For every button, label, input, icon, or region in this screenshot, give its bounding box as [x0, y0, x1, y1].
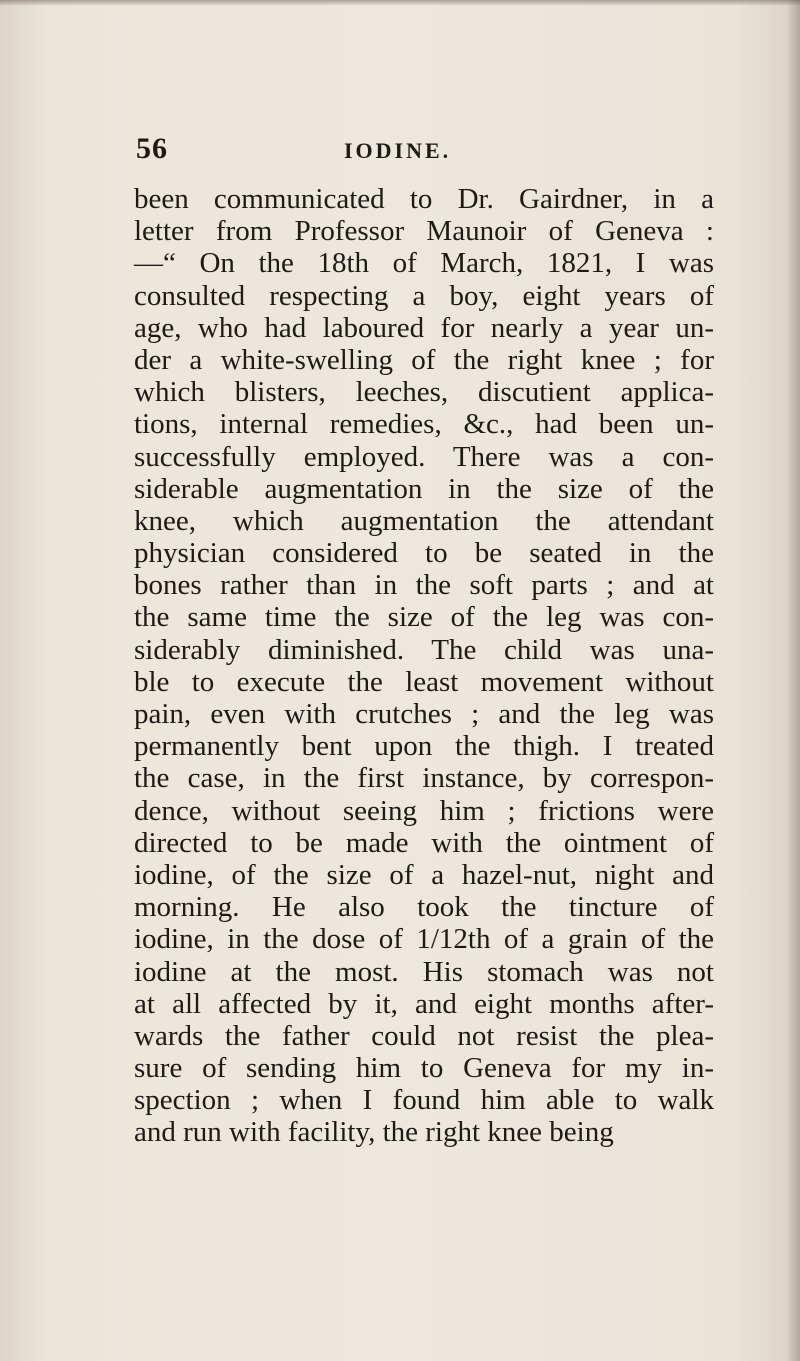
text-line: siderably diminished. The child was una-	[134, 633, 714, 666]
text-line: and run with facility, the right knee being	[134, 1116, 614, 1149]
text-line: permanently bent upon the thigh. I treated	[134, 730, 714, 763]
text-line: directed to be made with the ointment of	[134, 826, 714, 859]
page-top-shadow	[0, 0, 800, 6]
text-line: which blisters, leeches, discutient applica-	[134, 376, 714, 409]
text-line: siderable augmentation in the size of the	[134, 472, 714, 505]
text-line: the case, in the first instance, by correspon-	[134, 762, 714, 795]
text-line: wards the father could not resist the plea-	[134, 1019, 714, 1052]
text-line: letter from Professor Maunoir of Geneva :	[134, 215, 714, 248]
text-line: the same time the size of the leg was con-	[134, 601, 714, 634]
text-line: bones rather than in the soft parts ; and at	[134, 569, 714, 602]
text-line: —“ On the 18th of March, 1821, I was	[134, 247, 714, 280]
text-line: morning. He also took the tincture of	[134, 891, 714, 924]
text-line: tions, internal remedies, &c., had been un-	[134, 408, 714, 441]
page-edge-shadow	[786, 0, 800, 1361]
text-line: iodine, of the size of a hazel-nut, night and	[134, 858, 714, 891]
body-paragraph	[134, 183, 714, 1149]
text-line: der a white-swelling of the right knee ; for	[134, 343, 714, 376]
text-line: spection ; when I found him able to walk	[134, 1084, 714, 1117]
page-header	[136, 132, 696, 176]
text-line: physician considered to be seated in the	[134, 537, 714, 570]
text-line: successfully employed. There was a con-	[134, 440, 714, 473]
text-line: sure of sending him to Geneva for my in-	[134, 1052, 714, 1085]
text-line: knee, which augmentation the attendant	[134, 504, 714, 537]
text-line: iodine at the most. His stomach was not	[134, 955, 714, 988]
text-line: pain, even with crutches ; and the leg was	[134, 698, 714, 730]
text-line: ble to execute the least movement without	[134, 665, 714, 698]
running-head: IODINE.	[344, 138, 452, 163]
text-line: at all affected by it, and eight months after-	[134, 987, 714, 1020]
text-line: consulted respecting a boy, eight years of	[134, 279, 714, 312]
text-line: been communicated to Dr. Gairdner, in a	[134, 183, 714, 215]
text-line: age, who had laboured for nearly a year un-	[134, 311, 714, 344]
text-line: dence, without seeing him ; frictions were	[134, 794, 714, 827]
page-number: 56	[136, 132, 168, 165]
text-line: iodine, in the dose of 1/12th of a grain of the	[134, 923, 714, 956]
